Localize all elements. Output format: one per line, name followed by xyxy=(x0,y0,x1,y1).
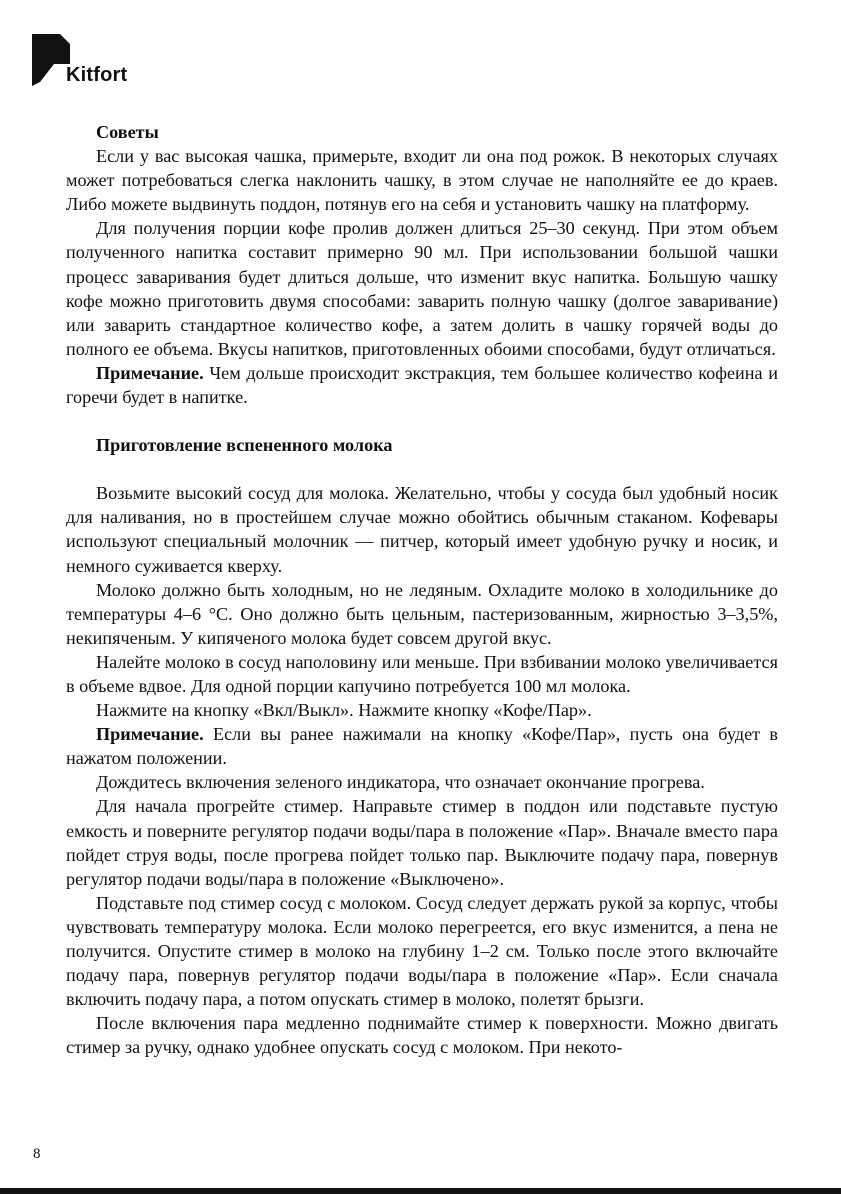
note-paragraph xyxy=(66,361,778,409)
note-text: Если вы ранее нажимали на кнопку «Кофе/Пар», пусть она будет в нажатом положении. xyxy=(66,724,778,769)
brand-name: Kitfort xyxy=(66,64,128,86)
paragraph: Налейте молоко в сосуд наполовину или меньше. При взбивании молоко увеличивается в объеме вдвое. Для одной порции капучино потребуется 100 мл молока. xyxy=(66,651,778,696)
section-heading-tips: Советы xyxy=(96,122,159,142)
paragraph: Возьмите высокий сосуд для молока. Желательно, чтобы у сосуда был удобный носик для наливания, но в простейшем случае можно обойтись обычным стаканом. Кофевары используют специальный молочник — питчер, который имеет удобную ручку и носик, и немного суживается кверху. xyxy=(66,483,778,576)
document-body xyxy=(66,120,778,1059)
paragraph: Подставьте под стимер сосуд с молоком. Сосуд следует держать рукой за корпус, чтобы чувствовать температуру молока. Если молоко перегреется, его вкус изменится, а пена не получится. Опустите стимер в молоко на глубину 1–2 см. Только после этого включайте подачу пара, повернув регулятор подачи воды/пара в положение «Пар». Если сначала включить подачу пара, а потом опускать стимер в молоко, полетят брызги. xyxy=(66,892,778,1010)
kitfort-logo xyxy=(32,34,152,90)
note-text: Чем дольше происходит экстракция, тем большее количество кофеина и горечи будет в напитке. xyxy=(66,362,778,408)
page-number: 8 xyxy=(33,1146,41,1162)
paragraph: После включения пара медленно поднимайте стимер к поверхности. Можно двигать стимер за ручку, однако удобнее опускать сосуд с молоком. При некото- xyxy=(66,1013,778,1058)
section-heading-milk: Приготовление вспененного молока xyxy=(96,435,393,456)
note-paragraph xyxy=(66,722,778,770)
note-label: Примечание. xyxy=(96,362,204,383)
paragraph: Нажмите на кнопку «Вкл/Выкл». Нажмите кнопку «Кофе/Пар». xyxy=(96,700,592,721)
paragraph: Для получения порции кофе пролив должен длиться 25–30 секунд. При этом объем полученного напитка составит примерно 90 мл. При использовании большой чашки процесс заваривания будет длиться дольше, что изменит вкус напитка. Большую чашку кофе можно приготовить двумя способами: заварить полную чашку (долгое заваривание) или заварить стандартное количество кофе, а затем долить в чашку горячей воды до полного ее объема. Вкусы напитков, приготовленных обоими способами, будут отличаться. xyxy=(66,218,778,359)
paragraph: Для начала прогрейте стимер. Направьте стимер в поддон или подставьте пустую емкость и поверните регулятор подачи воды/пара в положение «Пар». Вначале вместо пара пойдет струя воды, после прогрева пойдет только пар. Выключите подачу пара, повернув регулятор подачи воды/пара в положение «Выключено». xyxy=(66,796,778,889)
paragraph: Дождитесь включения зеленого индикатора, что означает окончание прогрева. xyxy=(96,772,705,793)
note-label: Примечание. xyxy=(96,724,204,745)
bottom-rule xyxy=(0,1188,841,1194)
paragraph: Молоко должно быть холодным, но не ледяным. Охладите молоко в холодильнике до температуры 4–6 °С. Оно должно быть цельным, пастеризованным, жирностью 3–3,5%, некипяченым. У кипяченого молока будет совсем другой вкус. xyxy=(66,579,778,648)
paragraph: Если у вас высокая чашка, примерьте, входит ли она под рожок. В некоторых случаях может потребоваться слегка наклонить чашку, в этом случае не наполняйте ее до краев. Либо можете выдвинуть поддон, потянув его на себя и установить чашку на платформу. xyxy=(66,146,778,215)
